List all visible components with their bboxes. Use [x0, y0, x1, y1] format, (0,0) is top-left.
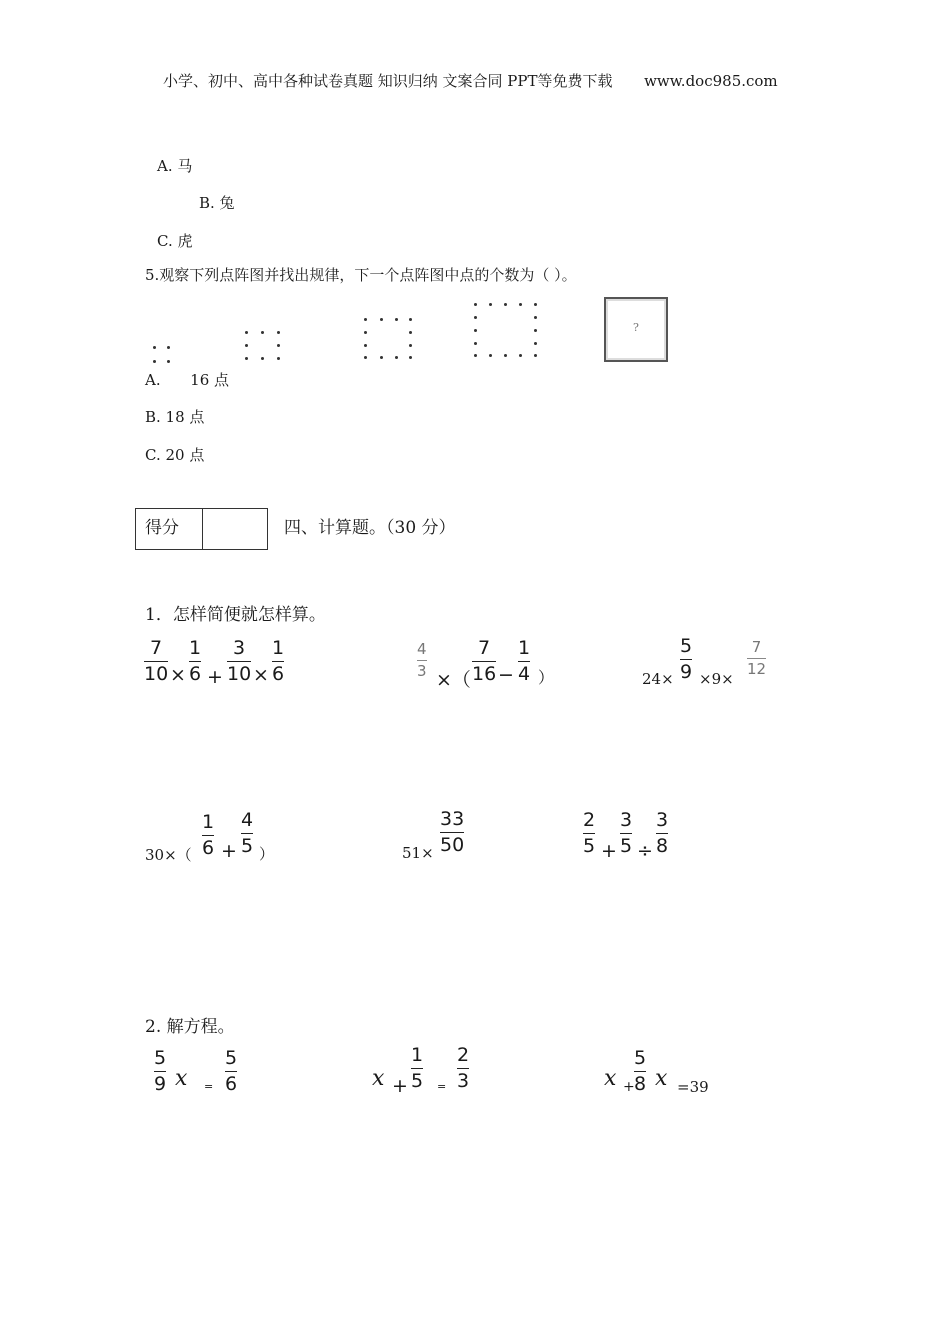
fraction: [472, 637, 496, 685]
dot: [167, 346, 170, 349]
dot: [519, 303, 522, 306]
fraction: [272, 637, 284, 685]
numerator: 7: [478, 637, 491, 659]
fraction: [189, 637, 201, 685]
numerator: 33: [440, 808, 465, 830]
header-text: 小学、初中、高中各种试卷真题 知识归纳 文案合同 PPT等免费下载: [163, 72, 613, 90]
close-paren: ）: [538, 668, 555, 687]
dot: [261, 357, 264, 360]
q5-question: 5.观察下列点阵图并找出规律，下一个点阵图中点的个数为（ ）。: [145, 266, 577, 284]
numerator: 3: [620, 809, 633, 831]
q5-option-a-letter: A.: [145, 371, 161, 389]
numerator: 5: [225, 1047, 238, 1069]
dot: [504, 303, 507, 306]
fraction: [583, 809, 595, 857]
denominator: 16: [472, 663, 497, 685]
numerator: 2: [457, 1044, 470, 1066]
lead-term: 30×（: [145, 846, 192, 864]
fraction: [225, 1047, 237, 1095]
fraction: [747, 638, 766, 678]
dot: [261, 331, 264, 334]
dot: [504, 354, 507, 357]
dot: [474, 354, 477, 357]
dot: [245, 357, 248, 360]
denominator: 5: [620, 835, 633, 857]
dot: [534, 329, 537, 332]
dot: [277, 357, 280, 360]
dot: [534, 354, 537, 357]
dot: [245, 331, 248, 334]
dot: [277, 331, 280, 334]
plus-sign: +: [623, 1079, 635, 1095]
numerator: 1: [411, 1044, 424, 1066]
fraction: [656, 809, 668, 857]
fraction: [144, 637, 168, 685]
numerator: 5: [154, 1047, 167, 1069]
times-sign: ×: [253, 664, 269, 686]
dot: [409, 356, 412, 359]
denominator: 5: [411, 1070, 424, 1092]
fraction: [241, 809, 253, 857]
plus-sign: +: [207, 666, 223, 688]
q5-option-b[interactable]: B. 18 点: [145, 408, 205, 426]
denominator: 3: [417, 662, 427, 680]
dot: [277, 344, 280, 347]
question-mark: ?: [633, 321, 639, 334]
variable-x: x: [655, 1066, 668, 1091]
minus-sign: −: [498, 664, 514, 686]
denominator: 9: [680, 661, 693, 683]
times-paren: ×（: [436, 669, 471, 691]
dot: [474, 342, 477, 345]
dot: [380, 318, 383, 321]
denominator: 3: [457, 1070, 470, 1092]
numerator: 4: [417, 640, 427, 658]
equals-sign: =: [437, 1080, 447, 1093]
denominator: 50: [440, 834, 465, 856]
dot: [167, 360, 170, 363]
denominator: 6: [189, 663, 202, 685]
numerator: 3: [233, 637, 246, 659]
fraction: [680, 635, 692, 683]
dot: [489, 354, 492, 357]
fraction: [634, 1047, 646, 1095]
variable-x: x: [175, 1066, 188, 1091]
variable-x: x: [604, 1066, 617, 1091]
dot: [153, 360, 156, 363]
fraction: [202, 811, 214, 859]
equals-sign: =: [204, 1080, 214, 1093]
dot: [409, 344, 412, 347]
numerator: 3: [656, 809, 669, 831]
times-sign: ×: [170, 664, 186, 686]
section-title: 四、计算题。（30 分）: [284, 518, 456, 538]
q5-option-a-value: 16 点: [190, 371, 230, 389]
numerator: 5: [634, 1047, 647, 1069]
dot: [245, 344, 248, 347]
dot: [534, 316, 537, 319]
dot: [474, 316, 477, 319]
denominator: 5: [583, 835, 596, 857]
numerator: 1: [202, 811, 215, 833]
dot: [364, 318, 367, 321]
fraction: [457, 1044, 469, 1092]
fraction: [518, 637, 530, 685]
part2-title: 2. 解方程。: [145, 1017, 235, 1037]
plus-sign: +: [221, 840, 237, 862]
dot: [534, 303, 537, 306]
denominator: 4: [518, 663, 531, 685]
part1-title: 1．怎样简便就怎样算。: [145, 605, 326, 625]
dot: [364, 344, 367, 347]
dot: [474, 329, 477, 332]
lead-term: 51×: [402, 844, 434, 862]
q4-option-c[interactable]: C. 虎: [157, 232, 193, 250]
denominator: 8: [656, 835, 669, 857]
middle-term: ×9×: [699, 670, 734, 688]
dot: [395, 356, 398, 359]
page-header: [163, 70, 778, 91]
q5-option-c[interactable]: C. 20 点: [145, 446, 205, 464]
denominator: 12: [747, 660, 767, 678]
dot: [364, 356, 367, 359]
denominator: 6: [225, 1073, 238, 1095]
numerator: 7: [150, 637, 163, 659]
lead-term: 24×: [642, 670, 674, 688]
numerator: 5: [680, 635, 693, 657]
score-box: [135, 508, 268, 550]
numerator: 2: [583, 809, 596, 831]
denominator: 6: [202, 837, 215, 859]
denominator: 8: [634, 1073, 647, 1095]
fraction: [154, 1047, 166, 1095]
denominator: 10: [144, 663, 169, 685]
dot: [489, 303, 492, 306]
dot: [519, 354, 522, 357]
close-paren: ）: [259, 845, 275, 863]
q5-option-a[interactable]: [145, 369, 229, 390]
fraction: [417, 640, 427, 680]
numerator: 7: [751, 638, 762, 656]
q4-option-b[interactable]: B. 兔: [199, 194, 235, 212]
fraction: [620, 809, 632, 857]
fraction: [227, 637, 251, 685]
fraction: [411, 1044, 423, 1092]
numerator: 1: [189, 637, 202, 659]
dot: [395, 318, 398, 321]
denominator: 9: [154, 1073, 167, 1095]
q4-option-a[interactable]: A. 马: [157, 157, 193, 175]
dot: [380, 356, 383, 359]
dot: [409, 318, 412, 321]
dot: [153, 346, 156, 349]
fraction: [440, 808, 464, 856]
score-label: 得分: [145, 518, 179, 538]
variable-x: x: [372, 1066, 385, 1091]
header-url: www.doc985.com: [644, 72, 778, 90]
numerator: 1: [518, 637, 531, 659]
unknown-pattern-box: [604, 297, 668, 362]
numerator: 1: [272, 637, 285, 659]
denominator: 5: [241, 835, 254, 857]
plus-sign: +: [601, 840, 617, 862]
denominator: 6: [272, 663, 285, 685]
divide-sign: ÷: [637, 840, 653, 862]
dot: [364, 331, 367, 334]
dot: [409, 331, 412, 334]
dot: [534, 342, 537, 345]
plus-sign: +: [392, 1075, 408, 1097]
dot: [474, 303, 477, 306]
numerator: 4: [241, 809, 254, 831]
right-hand-side: =39: [677, 1078, 709, 1096]
score-divider: [202, 509, 203, 549]
denominator: 10: [227, 663, 252, 685]
